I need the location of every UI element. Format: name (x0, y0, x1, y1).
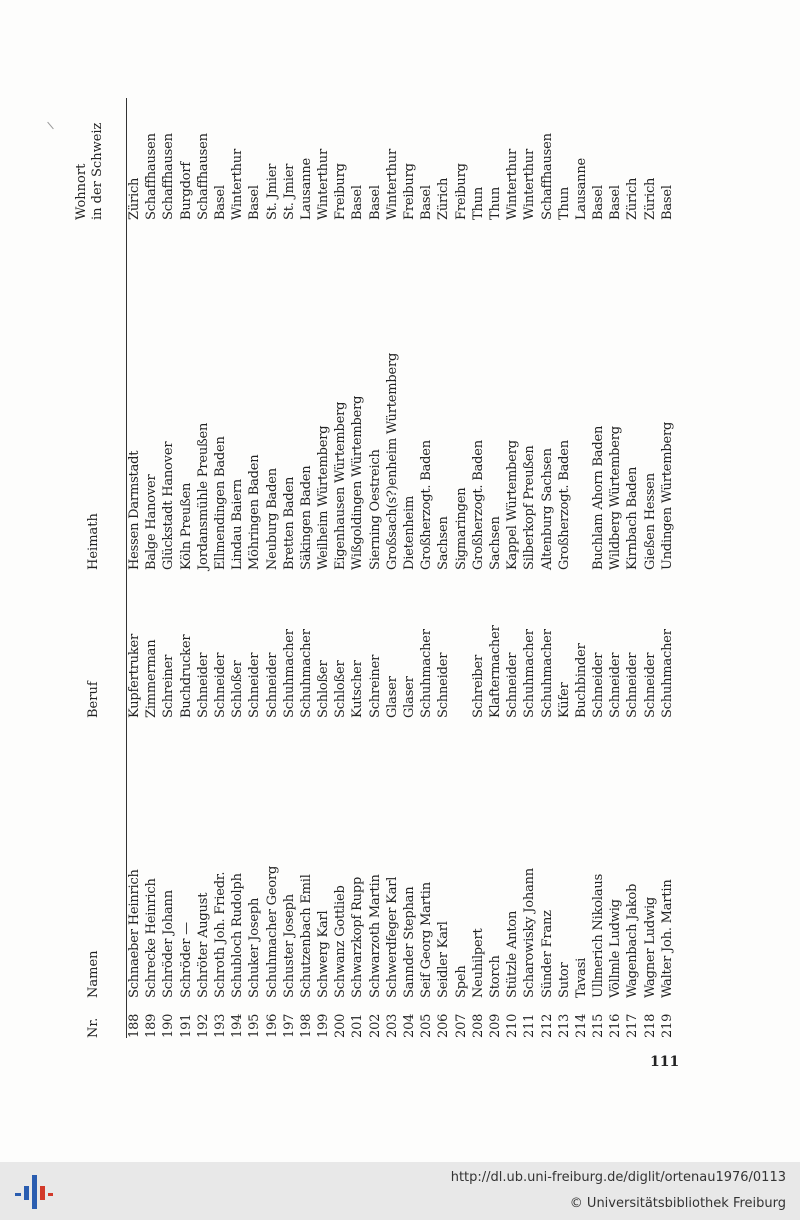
column-beruf (126, 625, 676, 718)
row-name-cell: Schwerg Karl (316, 910, 332, 998)
page-number: 111 (650, 1054, 680, 1070)
row-heimath-cell: Großsach(s?)enheim Würtemberg (384, 352, 400, 570)
row-wohnort-cell: Schaffhausen (161, 133, 177, 220)
row-wohnort-cell: Lausanne (298, 157, 314, 220)
row-name-cell: Schröder — (178, 922, 194, 998)
row-heimath-cell: Kappel Würtemberg (505, 440, 521, 570)
row-beruf-cell: Kupfertruker (127, 633, 142, 718)
row-wohnort-cell: Basel (608, 185, 624, 220)
row-beruf-cell: Schuhmacher (659, 629, 675, 718)
row-heimath-cell: Sigmaringen (453, 487, 469, 570)
row-heimath-cell: Neuburg Baden (264, 468, 280, 570)
row-wohnort-cell: Basel (350, 185, 366, 220)
row-name-cell: Neuhilpert (470, 928, 486, 998)
row-name-cell: Storch (487, 955, 503, 998)
row-name-cell: Schutzenbach Emil (298, 874, 314, 998)
row-heimath-cell: Säkingen Baden (298, 465, 314, 570)
row-beruf-cell: Schneider (642, 652, 658, 718)
row-beruf-cell: Schloßer (230, 660, 246, 718)
row-heimath-cell: Sachsen (436, 516, 452, 570)
row-nr-cell: 193 (212, 1013, 228, 1038)
row-nr-cell: 191 (178, 1013, 194, 1038)
row-heimath-cell: Altenburg Sachsen (539, 448, 555, 570)
row-beruf-cell: Schneider (264, 652, 280, 718)
row-heimath-cell: Glückstadt Hanover (161, 441, 177, 570)
row-wohnort-cell: Winterthur (316, 149, 332, 220)
row-name-cell: Wagner Ludwig (642, 896, 658, 998)
row-beruf-cell: Schneider (505, 652, 521, 718)
row-heimath-cell: Großherzogt. Baden (556, 440, 572, 570)
row-nr-cell: 211 (522, 1013, 538, 1038)
column-heimath (126, 353, 676, 570)
row-nr-cell: 195 (247, 1013, 263, 1038)
row-wohnort-cell: Winterthur (230, 149, 246, 220)
row-heimath-cell: Jordansmühle Preußen (195, 422, 211, 570)
row-wohnort-cell: Freiburg (453, 163, 469, 220)
row-wohnort-cell: Winterthur (384, 149, 400, 220)
column-nr (126, 1014, 676, 1038)
row-heimath-cell: Sierning Oestreich (367, 449, 383, 570)
row-wohnort-cell: St. Jmier (281, 163, 297, 220)
row-beruf-cell: Buchbinder (573, 643, 589, 718)
row-heimath-cell: Eigenhausen Würtemberg (333, 401, 349, 570)
row-heimath-cell: Großherzogt. Baden (419, 440, 435, 570)
row-wohnort-cell: Schaffhausen (144, 133, 160, 220)
row-beruf-cell: Schreiner (161, 654, 177, 718)
row-nr-cell: 207 (453, 1013, 469, 1038)
row-heimath-cell: Dietenheim (402, 495, 417, 570)
row-beruf-cell: Küfer (556, 682, 572, 718)
row-name-cell: Schuker Joseph (247, 897, 263, 998)
header-wohnort (74, 123, 106, 220)
footer-bar (0, 1162, 800, 1220)
row-nr-cell: 217 (625, 1013, 641, 1038)
row-heimath-cell (573, 353, 590, 570)
row-heimath-cell: Wildberg Würtemberg (608, 426, 624, 570)
row-beruf-cell: Schuhmacher (419, 629, 435, 718)
row-beruf-cell: Klaftermacher (487, 625, 503, 718)
row-wohnort-cell: Freiburg (402, 163, 417, 220)
row-nr-cell: 199 (316, 1013, 332, 1038)
row-name-cell: Schuhmacher Georg (264, 865, 280, 998)
row-nr-cell: 218 (642, 1013, 658, 1038)
row-name-cell: Schubloch Rudolph (230, 873, 246, 998)
source-url-link[interactable]: http://dl.ub.uni-freiburg.de/diglit/ortenau1976/0113 (450, 1170, 786, 1185)
row-nr-cell: 203 (384, 1013, 400, 1038)
column-namen (126, 866, 676, 998)
row-nr-cell: 219 (659, 1013, 675, 1038)
row-wohnort-cell: Zürich (642, 177, 658, 220)
row-name-cell: Schwerdfeger Karl (384, 876, 400, 998)
row-beruf-cell: Schloßer (333, 660, 349, 718)
row-nr-cell: 196 (264, 1013, 280, 1038)
row-wohnort-cell: Thun (487, 187, 503, 220)
row-heimath-cell: Hessen Darmstadt (127, 450, 142, 570)
row-name-cell: Ullmerich Nikolaus (591, 873, 607, 998)
row-name-cell: Scharowisky Johann (522, 868, 538, 998)
row-name-cell: Stützle Anton (505, 910, 521, 998)
row-name-cell: Sünder Franz (539, 910, 555, 998)
column-wohnort (126, 133, 676, 220)
row-wohnort-cell: Zürich (436, 177, 452, 220)
row-nr-cell: 201 (350, 1013, 366, 1038)
row-wohnort-cell: Basel (212, 185, 228, 220)
row-beruf-cell: Zimmerman (144, 639, 160, 718)
row-name-cell: Seif Georg Martin (419, 882, 435, 998)
row-name-cell: Sutor (556, 962, 572, 998)
row-nr-cell: 188 (127, 1013, 142, 1038)
row-beruf-cell (453, 625, 470, 718)
row-nr-cell: 197 (281, 1013, 297, 1038)
row-beruf-cell: Schneider (195, 652, 211, 718)
row-nr-cell: 206 (436, 1013, 452, 1038)
row-heimath-cell: Großherzogt. Baden (470, 440, 486, 570)
row-name-cell: Schrecke Heinrich (144, 878, 160, 998)
row-beruf-cell: Schuhmacher (281, 629, 297, 718)
row-name-cell: Schroth Joh. Friedr. (212, 871, 228, 998)
row-wohnort-cell: Basel (591, 185, 607, 220)
row-heimath-cell: Ellmendingen Baden (212, 436, 228, 570)
row-name-cell: Schuster Joseph (281, 894, 297, 998)
row-nr-cell: 215 (591, 1013, 607, 1038)
row-name-cell: Walter Joh. Martin (659, 879, 675, 998)
row-nr-cell: 212 (539, 1013, 555, 1038)
ub-logo-icon (14, 1172, 54, 1212)
row-nr-cell: 214 (573, 1013, 589, 1038)
row-name-cell: Tavasi (573, 957, 589, 998)
row-name-cell: Schwarzkopf Rupp (350, 876, 366, 998)
row-nr-cell: 202 (367, 1013, 383, 1038)
row-nr-cell: 210 (505, 1013, 521, 1038)
row-beruf-cell: Schneider (212, 652, 228, 718)
row-wohnort-cell: Zürich (625, 177, 641, 220)
row-beruf-cell: Schneider (608, 652, 624, 718)
row-wohnort-cell: Zürich (127, 177, 142, 220)
header-wohnort-line2: in der Schweiz (90, 122, 105, 220)
row-nr-cell: 200 (333, 1013, 349, 1038)
row-wohnort-cell: Burgdorf (178, 161, 194, 220)
row-beruf-cell: Schneider (625, 652, 641, 718)
row-beruf-cell: Glaser (402, 676, 417, 718)
row-name-cell: Schröter August (195, 892, 211, 998)
row-beruf-cell: Glaser (384, 676, 400, 718)
row-beruf-cell: Schuhmacher (298, 629, 314, 718)
row-wohnort-cell: Freiburg (333, 163, 349, 220)
row-heimath-cell: Silberkopf Preußen (522, 445, 538, 570)
row-heimath-cell: Lindau Baiern (230, 479, 246, 570)
header-nr: Nr. (86, 1017, 101, 1038)
row-nr-cell: 189 (144, 1013, 160, 1038)
header-beruf: Beruf (86, 681, 101, 718)
row-beruf-cell: Schuhmacher (539, 629, 555, 718)
header-wohnort-line1: Wohnort (74, 163, 89, 220)
row-wohnort-cell: Thun (556, 187, 572, 220)
row-nr-cell: 205 (419, 1013, 435, 1038)
row-wohnort-cell: Basel (367, 185, 383, 220)
row-nr-cell: 198 (298, 1013, 314, 1038)
row-nr-cell: 194 (230, 1013, 246, 1038)
row-heimath-cell: Möhringen Baden (247, 454, 263, 570)
row-name-cell: Wagenbach Jakob (625, 883, 641, 998)
row-nr-cell: 209 (487, 1013, 503, 1038)
row-beruf-cell: Schneider (591, 652, 607, 718)
row-wohnort-cell: Basel (659, 185, 675, 220)
row-name-cell: Sannder Stephan (402, 886, 417, 998)
page-mark (47, 122, 54, 130)
row-nr-cell: 190 (161, 1013, 177, 1038)
row-heimath-cell: Bretten Baden (281, 476, 297, 570)
row-nr-cell: 208 (470, 1013, 486, 1038)
row-beruf-cell: Schuhmacher (522, 629, 538, 718)
row-name-cell: Seidler Karl (436, 921, 452, 998)
row-nr-cell: 216 (608, 1013, 624, 1038)
row-beruf-cell: Schloßer (316, 660, 332, 718)
row-wohnort-cell: St. Jmier (264, 163, 280, 220)
row-heimath-cell: Balge Hanover (144, 474, 160, 570)
row-heimath-cell: Weilheim Würtemberg (316, 425, 332, 570)
row-nr-cell: 192 (195, 1013, 211, 1038)
row-name-cell: Schwanz Gottlieb (333, 885, 349, 998)
row-beruf-cell: Buchdrucker (178, 634, 194, 718)
row-heimath-cell: Gießen Hessen (642, 473, 658, 570)
row-wohnort-cell: Schaffhausen (195, 133, 211, 220)
row-name-cell: Völlmle Ludwig (608, 899, 624, 998)
row-beruf-cell: Schneider (436, 652, 452, 718)
row-beruf-cell: Schreiber (470, 654, 486, 718)
row-beruf-cell: Schreiner (367, 654, 383, 718)
row-nr-cell: 213 (556, 1013, 572, 1038)
row-heimath-cell: Buchlam Ahorn Baden (591, 425, 607, 570)
header-namen: Namen (86, 950, 101, 998)
row-nr-cell: 204 (402, 1013, 417, 1038)
row-name-cell: Schwarzoth Martin (367, 874, 383, 998)
header-heimath: Heimath (86, 513, 101, 570)
row-wohnort-cell: Winterthur (522, 149, 538, 220)
row-beruf-cell: Schneider (247, 652, 263, 718)
row-wohnort-cell: Schaffhausen (539, 133, 555, 220)
rotated-table (74, 88, 684, 1038)
row-wohnort-cell: Basel (419, 185, 435, 220)
row-heimath-cell: Undingen Würtemberg (659, 421, 675, 570)
row-name-cell: Schröder Johann (161, 890, 177, 998)
row-name-cell: Schnaeber Heinrich (127, 869, 142, 998)
row-wohnort-cell: Winterthur (505, 149, 521, 220)
row-beruf-cell: Kutscher (350, 660, 366, 718)
row-heimath-cell: Sachsen (487, 516, 503, 570)
row-heimath-cell: Kirnbach Baden (625, 466, 641, 570)
row-name-cell: Speh (453, 965, 469, 998)
copyright-text: © Universitätsbibliothek Freiburg (569, 1196, 786, 1211)
row-wohnort-cell: Lausanne (573, 157, 589, 220)
row-heimath-cell: Wißgoldingen Würtemberg (350, 395, 366, 570)
row-heimath-cell: Köln Preußen (178, 482, 194, 570)
row-wohnort-cell: Thun (470, 187, 486, 220)
row-wohnort-cell: Basel (247, 185, 263, 220)
